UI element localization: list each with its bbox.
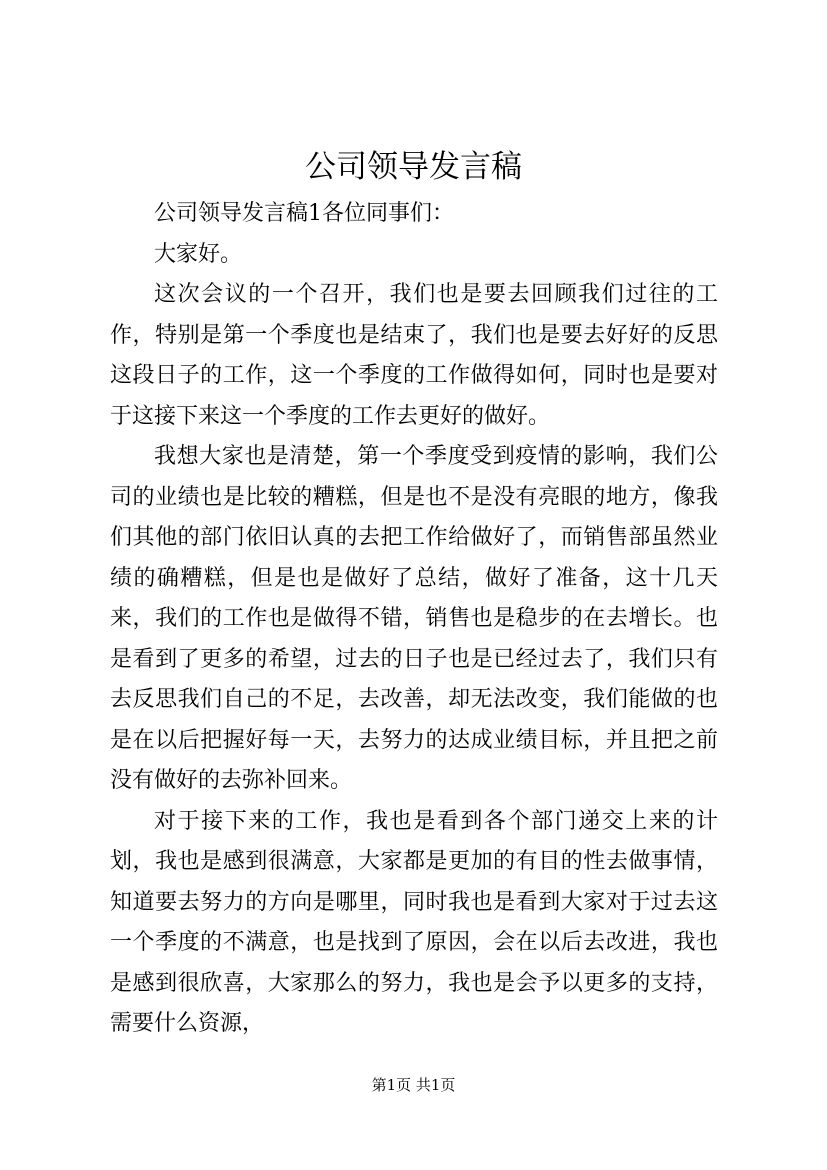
paragraph-meeting: 这次会议的一个召开，我们也是要去回顾我们过往的工作，特别是第一个季度也是结束了，我们也是要去好好的反思这段日子的工作，这一个季度的工作做得如何，同时也是要对于这接下来这一个季度的工作去更好的做好。	[110, 282, 718, 429]
document-body	[110, 194, 718, 1045]
paragraph-review: 我想大家也是清楚，第一个季度受到疫情的影响，我们公司的业绩也是比较的糟糕，但是也不是没有亮眼的地方，像我们其他的部门依旧认真的去把工作给做好了，而销售部虽然业绩的确糟糕，但是也是做好了总结，做好了准备，这十几天来，我们的工作也是做得不错，销售也是稳步的在去增长。也是看到了更多的希望，过去的日子也是已经过去了，我们只有去反思我们自己的不足，去改善，却无法改变，我们能做的也是在以后把握好每一天，去努力的达成业绩目标，并且把之前没有做好的去弥补回来。	[110, 444, 718, 793]
page-footer: 第1页 共1页	[371, 1076, 456, 1094]
paragraph-greeting: 大家好。	[154, 241, 243, 267]
paragraph-plans: 对于接下来的工作，我也是看到各个部门递交上来的计划，我也是感到很满意，大家都是更加的有目的性去做事情，知道要去努力的方向是哪里，同时我也是看到大家对于过去这一个季度的不满意，也是找到了原因，会在以后去改进，我也是感到很欣喜，大家那么的努力，我也是会予以更多的支持，需要什么资源，	[110, 808, 718, 1036]
document-title: 公司领导发言稿	[305, 149, 522, 185]
paragraph-intro: 公司领导发言稿1各位同事们：	[154, 201, 454, 226]
